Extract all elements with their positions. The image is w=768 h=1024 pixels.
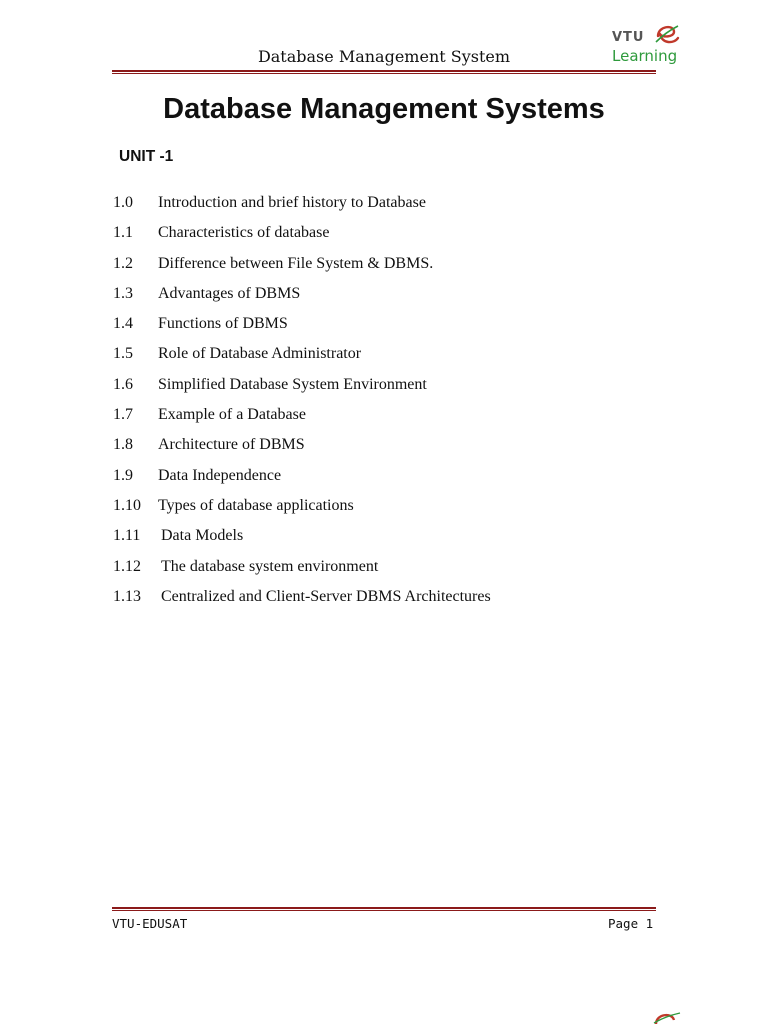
- toc-item: [113, 466, 673, 496]
- toc-number: 1.5: [113, 345, 133, 363]
- toc-item: [113, 557, 673, 587]
- toc-number: 1.0: [113, 194, 133, 211]
- toc-text: Introduction and brief history to Database: [158, 194, 426, 211]
- toc-text: Characteristics of database: [158, 224, 330, 242]
- table-of-contents: [113, 193, 673, 617]
- toc-number: 1.7: [113, 406, 133, 424]
- toc-item: [113, 526, 673, 556]
- toc-text: The database system environment: [161, 557, 379, 575]
- toc-item: [113, 496, 673, 526]
- toc-text: Data Models: [161, 527, 244, 545]
- toc-text: Data Independence: [158, 466, 282, 484]
- page-number: Page 1: [608, 916, 654, 931]
- toc-text: Functions of DBMS: [158, 315, 288, 333]
- toc-number: 1.12: [113, 557, 141, 575]
- header-rule: [112, 70, 656, 74]
- toc-number: 1.6: [113, 375, 133, 393]
- toc-text: Difference between File System & DBMS.: [158, 254, 434, 272]
- unit-label: UNIT -1: [119, 148, 174, 165]
- toc-item: [113, 284, 673, 314]
- logo-e-swirl-icon: [652, 20, 682, 50]
- toc-item: [113, 587, 673, 617]
- toc-text: Role of Database Administrator: [158, 345, 362, 363]
- toc-item: [113, 314, 673, 344]
- logo-vtu-text: VTU: [612, 30, 645, 45]
- toc-number: 1.8: [113, 436, 133, 454]
- footer-source: VTU-EDUSAT: [112, 916, 188, 931]
- vtu-elearning-logo: [608, 20, 690, 70]
- toc-number: 1.9: [113, 466, 133, 484]
- next-page-logo-fragment-icon: [652, 1010, 682, 1024]
- running-header: Database Management System: [257, 47, 511, 66]
- toc-text: Architecture of DBMS: [158, 436, 305, 454]
- toc-text: Types of database applications: [158, 496, 354, 514]
- toc-text: Advantages of DBMS: [158, 284, 301, 302]
- toc-text: Simplified Database System Environment: [158, 375, 427, 393]
- toc-number: 1.13: [113, 587, 141, 605]
- toc-number: 1.4: [113, 315, 133, 333]
- toc-item: [113, 193, 673, 223]
- toc-item: [113, 405, 673, 435]
- toc-item: [113, 223, 673, 253]
- toc-item: [113, 435, 673, 465]
- page-title: Database Management Systems: [163, 93, 605, 125]
- logo-learning-text: Learning: [612, 47, 678, 65]
- toc-item: [113, 254, 673, 284]
- toc-item: [113, 375, 673, 405]
- toc-text: Centralized and Client-Server DBMS Architectures: [161, 587, 491, 605]
- toc-text: Example of a Database: [158, 406, 306, 424]
- toc-number: 1.10: [113, 496, 141, 514]
- footer-rule: [112, 907, 656, 911]
- toc-number: 1.3: [113, 284, 133, 302]
- toc-number: 1.2: [113, 254, 133, 272]
- toc-number: 1.11: [113, 527, 141, 545]
- toc-item: [113, 344, 673, 374]
- toc-number: 1.1: [113, 224, 133, 242]
